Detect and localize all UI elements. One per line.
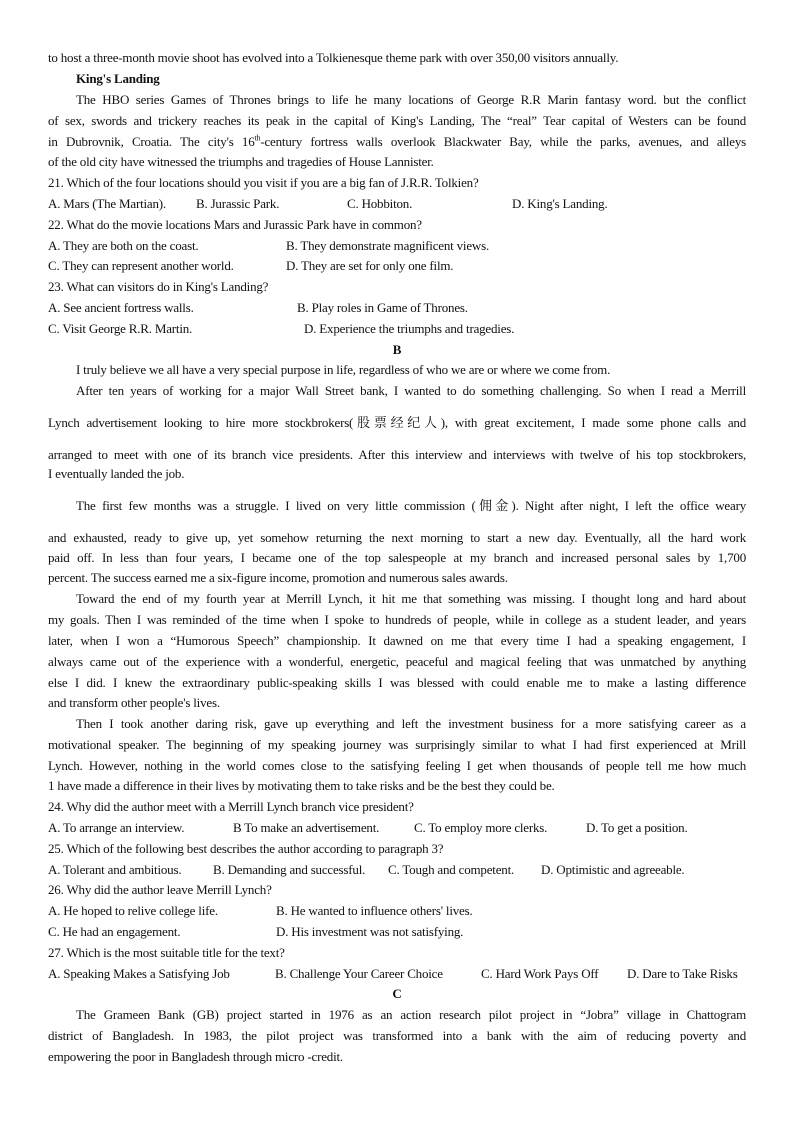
question-stem: 24. Why did the author meet with a Merrill Lynch branch vice president? <box>48 799 414 814</box>
paragraph-line: Toward the end of my fourth year at Merrill Lynch, it hit me that something was missing. I thought long and hard about <box>76 591 746 606</box>
paragraph-line: After ten years of working for a major Wall Street bank, I wanted to do something challenging. So when I read a Merrill <box>76 383 746 398</box>
answer-option: A. Speaking Makes a Satisfying Job <box>48 966 230 981</box>
paragraph-line: The HBO series Games of Thrones brings to life he many locations of George R.R Marin fantasy word. but the conflict <box>76 92 746 107</box>
answer-option: D. They are set for only one film. <box>286 258 454 273</box>
answer-option: A. Mars (The Martian). <box>48 196 166 211</box>
paragraph-line: Lynch. However, nothing in the world comes close to the satisfying feeling I get when thousands of people tell me how much <box>48 758 746 773</box>
answer-option: B. Play roles in Game of Thrones. <box>297 300 468 315</box>
answer-option: D. Dare to Take Risks <box>627 966 738 981</box>
answer-option: C. He had an engagement. <box>48 924 181 939</box>
answer-option: C. Hobbiton. <box>347 196 413 211</box>
answer-option: C. Visit George R.R. Martin. <box>48 321 193 336</box>
paragraph-line: The Grameen Bank (GB) project started in 1976 as an action research pilot project in “Jobra” village in Chattogram <box>76 1007 746 1022</box>
question-stem: 26. Why did the author leave Merrill Lynch? <box>48 882 272 897</box>
answer-option: A. See ancient fortress walls. <box>48 300 194 315</box>
paragraph-line: Lynch advertisement looking to hire more stockbrokers(股票经纪人), with great excitement, I made some phone calls and <box>48 415 746 430</box>
question-stem: 27. Which is the most suitable title for the text? <box>48 945 285 960</box>
answer-option: C. To employ more clerks. <box>414 820 548 835</box>
paragraph-line: I truly believe we all have a very special purpose in life, regardless of who we are or where we come from. <box>76 362 611 377</box>
section-heading-b: B <box>392 342 402 357</box>
answer-option: D. To get a position. <box>586 820 688 835</box>
section-heading-c: C <box>392 986 402 1001</box>
superscript: th <box>254 133 261 143</box>
paragraph-line <box>48 134 746 150</box>
paragraph-line: The first few months was a struggle. I lived on very little commission (佣金). Night after night, I left the office weary <box>76 498 746 513</box>
answer-option: C. They can represent another world. <box>48 258 234 273</box>
section-heading: King's Landing <box>76 71 160 86</box>
question-stem: 21. Which of the four locations should you visit if you are a big fan of J.R.R. Tolkien? <box>48 175 479 190</box>
paragraph-line: to host a three-month movie shoot has evolved into a Tolkienesque theme park with over 350,00 visitors annually. <box>48 50 619 65</box>
answer-option: A. Tolerant and ambitious. <box>48 862 182 877</box>
answer-option: D. Experience the triumphs and tragedies. <box>304 321 515 336</box>
paragraph-line: I eventually landed the job. <box>48 466 185 481</box>
question-stem: 23. What can visitors do in King's Landing? <box>48 279 269 294</box>
paragraph-line: else I did. I knew the extraordinary public-speaking skills I was blessed with could enable me to make a lasting difference <box>48 675 746 690</box>
question-stem: 22. What do the movie locations Mars and Jurassic Park have in common? <box>48 217 422 232</box>
answer-option: B. Jurassic Park. <box>196 196 280 211</box>
paragraph-line: of sex, swords and trickery reaches its peak in the capital of King's Landing, The “real” Tear capital of Westers can be found <box>48 113 746 128</box>
paragraph-line: later, when I won a “Humorous Speech” championship. It dawned on me that every time I had a speaking engagement, I <box>48 633 746 648</box>
answer-option: D. Optimistic and agreeable. <box>541 862 685 877</box>
paragraph-line: empowering the poor in Bangladesh through micro -credit. <box>48 1049 343 1064</box>
answer-option: B. He wanted to influence others' lives. <box>276 903 473 918</box>
paragraph-line: percent. The success earned me a six-figure income, promotion and numerous sales awards. <box>48 570 508 585</box>
paragraph-line: and transform other people's lives. <box>48 695 220 710</box>
answer-option: B To make an advertisement. <box>233 820 380 835</box>
answer-option: C. Hard Work Pays Off <box>481 966 599 981</box>
answer-option: B. Challenge Your Career Choice <box>275 966 443 981</box>
answer-option: B. They demonstrate magnificent views. <box>286 238 489 253</box>
answer-option: C. Tough and competent. <box>388 862 515 877</box>
answer-option: D. His investment was not satisfying. <box>276 924 464 939</box>
paragraph-line: 1 have made a difference in their lives by motivating them to take risks and be the best they could be. <box>48 778 555 793</box>
answer-option: A. He hoped to relive college life. <box>48 903 218 918</box>
paragraph-line: district of Bangladesh. In 1983, the pilot project was transformed into a bank with the aim of reducing poverty and <box>48 1028 746 1043</box>
paragraph-line: arranged to meet with one of its branch vice presidents. After this interview and interviews with twelve of his top stockbrokers, <box>48 447 746 462</box>
paragraph-line: paid off. In less than four years, I became one of the top salespeople at my branch and increased personal sales by 1,700 <box>48 550 746 565</box>
text-segment: in Dubrovnik, Croatia. The city's 16 <box>48 134 255 149</box>
answer-option: D. King's Landing. <box>512 196 608 211</box>
answer-option: B. Demanding and successful. <box>213 862 366 877</box>
text-segment: -century fortress walls overlook Blackwater Bay, while the parks, avenues, and alleys <box>260 134 746 149</box>
question-stem: 25. Which of the following best describes the author according to paragraph 3? <box>48 841 444 856</box>
answer-option: A. They are both on the coast. <box>48 238 199 253</box>
paragraph-line: of the old city have witnessed the triumphs and tragedies of House Lannister. <box>48 154 434 169</box>
paragraph-line: motivational speaker. The beginning of my speaking journey was surprisingly similar to what I had first experienced at Mrill <box>48 737 746 752</box>
paragraph-line: and exhausted, ready to give up, yet somehow returning the next morning to start a new day. Eventually, all the hard work <box>48 530 746 545</box>
paragraph-line: always came out of the experience with a wonderful, energetic, peaceful and magical feeling that was unmatched by anything <box>48 654 746 669</box>
paragraph-line: my goals. Then I was reminded of the time when I spoke to hundreds of people, while in college as a student leader, and years <box>48 612 746 627</box>
answer-option: A. To arrange an interview. <box>48 820 185 835</box>
paragraph-line: Then I took another daring risk, gave up everything and left the investment business for a more satisfying career as a <box>76 716 746 731</box>
